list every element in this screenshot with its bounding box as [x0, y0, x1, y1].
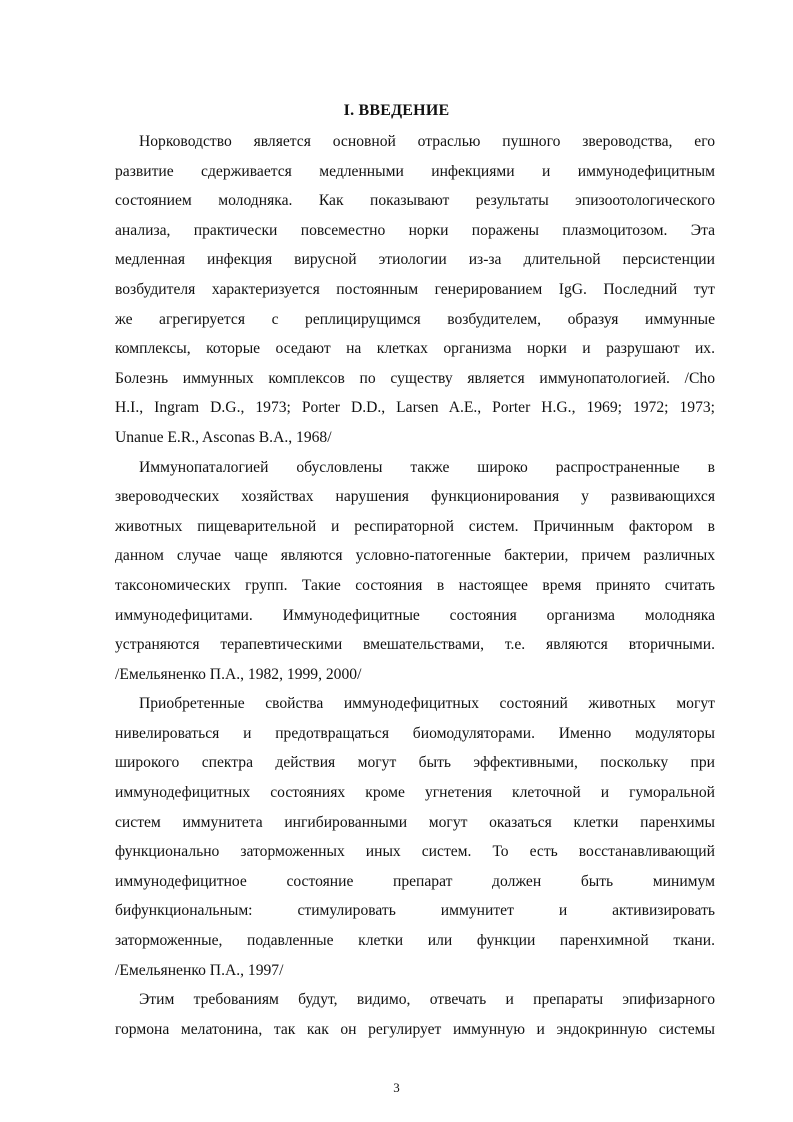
paragraph-3	[115, 689, 715, 985]
text-line: бифункциональным: стимулировать иммунитет и активизировать	[115, 902, 715, 920]
section-title: I. ВВЕДЕНИЕ	[343, 102, 450, 119]
paragraph-1	[115, 127, 715, 453]
text-line: /Емельяненко П.А., 1982, 1999, 2000/	[115, 665, 362, 683]
text-line: состоянием молодняка. Как показывают результаты эпизоотологического	[115, 192, 715, 210]
text-line: развитие сдерживается медленными инфекциями и иммунодефицитным	[115, 162, 715, 180]
text-line: возбудителя характеризуется постоянным генерированием IgG. Последний тут	[115, 280, 715, 298]
paragraph-2	[115, 453, 715, 690]
text-line: широкого спектра действия могут быть эффективными, поскольку при	[115, 754, 715, 772]
text-line: Приобретенные свойства иммунодефицитных состояний животных могут	[139, 695, 715, 713]
text-line: иммунодефицитных состояниях кроме угнетения клеточной и гуморальной	[115, 784, 715, 802]
text-line: Этим требованиям будут, видимо, отвечать и препараты эпифизарного	[139, 991, 715, 1009]
text-line: H.I., Ingram D.G., 1973; Porter D.D., Larsen A.E., Porter H.G., 1969; 1972; 1973;	[115, 399, 715, 417]
text-line: устраняются терапевтическими вмешательствами, т.е. являются вторичными.	[115, 636, 715, 654]
text-line: звероводческих хозяйствах нарушения функционирования у развивающихся	[115, 488, 715, 506]
text-line: иммунодефицитами. Иммунодефицитные состояния организма молодняка	[115, 606, 715, 624]
text-line: иммунодефицитное состояние препарат должен быть минимум	[115, 872, 715, 890]
text-line: Unanue E.R., Asconas B.A., 1968/	[115, 428, 332, 446]
text-line: гормона мелатонина, так как он регулирует иммунную и эндокринную системы	[115, 1020, 715, 1038]
text-line: нивелироваться и предотвращаться биомодуляторами. Именно модуляторы	[115, 724, 715, 742]
text-line: систем иммунитета ингибированными могут оказаться клетки паренхимы	[115, 813, 715, 831]
text-line: анализа, практически повсеместно норки поражены плазмоцитозом. Эта	[115, 221, 715, 239]
text-line: данном случае чаще являются условно-патогенные бактерии, причем различных	[115, 547, 715, 565]
text-line: /Емельяненко П.А., 1997/	[115, 961, 284, 979]
text-line: комплексы, которые оседают на клетках организма норки и разрушают их.	[115, 340, 715, 358]
text-line: же агрегируется с реплицирущимся возбудителем, образуя иммунные	[115, 310, 715, 328]
paragraph-4	[115, 985, 715, 1044]
text-line: таксономических групп. Такие состояния в настоящее время принято считать	[115, 576, 715, 594]
text-line: Болезнь иммунных комплексов по существу является иммунопатологией. /Cho	[115, 369, 715, 387]
text-line: животных пищеварительной и респираторной систем. Причинным фактором в	[115, 517, 715, 535]
body-text	[115, 127, 715, 1044]
text-line: функционально заторможенных иных систем. То есть восстанавливающий	[115, 843, 715, 861]
page-number: 3	[393, 1080, 400, 1095]
text-line: Норководство является основной отраслью пушного звероводства, его	[139, 133, 715, 150]
text-line: Иммунопаталогией обусловлены также широко распространенные в	[139, 458, 715, 476]
text-line: заторможенные, подавленные клетки или функции паренхимной ткани.	[115, 932, 715, 950]
text-line: медленная инфекция вирусной этиологии из-за длительной персистенции	[115, 251, 715, 269]
